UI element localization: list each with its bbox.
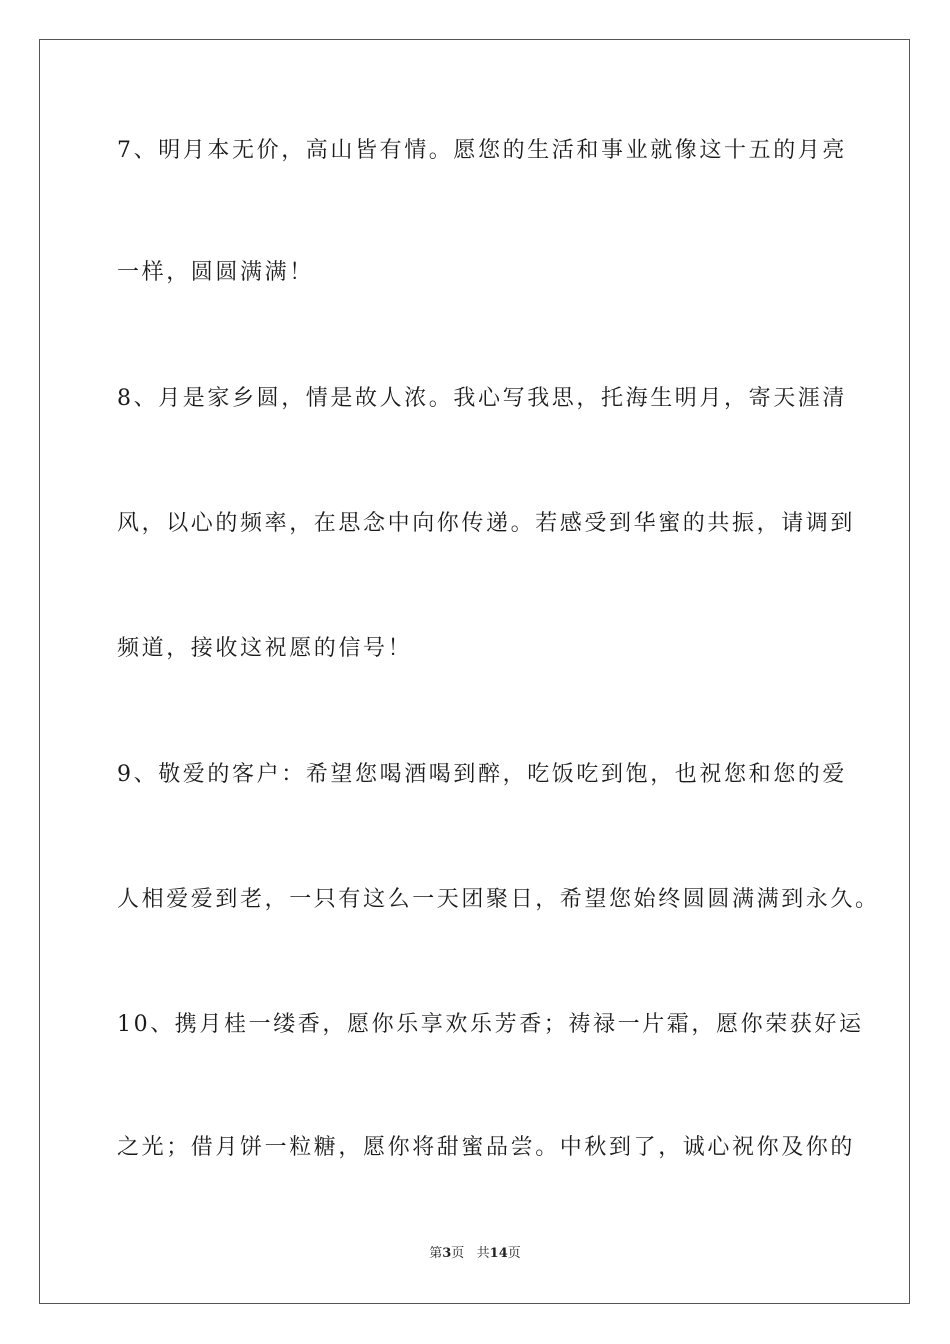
total-pages-number: 14 xyxy=(489,1246,508,1261)
text-line-8: 10、携月桂一缕香，愿你乐享欢乐芳香；祷禄一片霜，愿你荣获好运 xyxy=(117,1012,864,1037)
current-page-number: 3 xyxy=(442,1246,452,1261)
page-frame xyxy=(39,39,910,1304)
text-line-6: 9、敬爱的客户：希望您喝酒喝到醉，吃饭吃到饱，也祝您和您的爱 xyxy=(117,762,847,787)
text-line-5: 频道，接收这祝愿的信号！ xyxy=(117,636,413,661)
footer-prefix: 第 xyxy=(429,1246,443,1261)
text-line-2: 一样，圆圆满满！ xyxy=(117,260,314,285)
page-footer xyxy=(0,1246,950,1262)
text-line-7: 人相爱爱到老，一只有这么一天团聚日，希望您始终圆圆满满到永久。 xyxy=(117,887,880,912)
footer-suffix: 页 xyxy=(507,1246,521,1261)
text-line-4: 风，以心的频率，在思念中向你传递。若感受到华蜜的共振，请调到 xyxy=(117,511,856,536)
footer-middle: 页 共 xyxy=(451,1246,490,1261)
text-line-9: 之光；借月饼一粒糖，愿你将甜蜜品尝。中秋到了，诚心祝你及你的 xyxy=(117,1135,856,1160)
text-line-3: 8、月是家乡圆，情是故人浓。我心写我思，托海生明月，寄天涯清 xyxy=(117,386,847,411)
text-line-1: 7、明月本无价，高山皆有情。愿您的生活和事业就像这十五的月亮 xyxy=(117,138,847,163)
